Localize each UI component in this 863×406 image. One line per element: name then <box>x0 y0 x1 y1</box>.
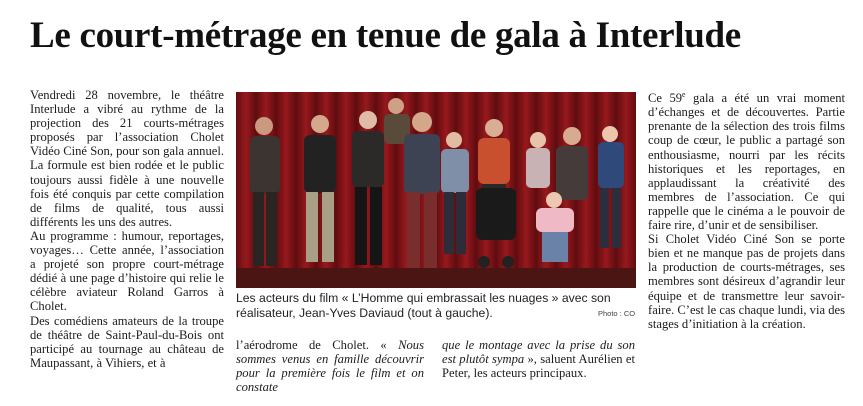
paragraph-programme: Au programme : humour, reportages, voyages… Cette année, l’association a projeté son propre court-métrage dédié à une page d’histoire qui relie le célèbre aviateur Roland Garros à Cholet. <box>30 228 224 314</box>
paragraph-aerodrome <box>236 338 424 394</box>
article-column-2 <box>236 338 424 394</box>
gala-text: gala a été un vrai moment d’échanges et de découvertes. Partie prenante de la sélection des trois films coup de cœur, le public a partagé son enthousiasme, nourri par les récits historiques et les reportages, en applaudissant la créativité des membres de l’association. Ce qui rappelle que le cinéma a le pouvoir de faire rire, d’unir et de sensibiliser. <box>648 91 845 233</box>
paragraph-quote-end <box>442 338 635 380</box>
paragraph-aerodrome-start: l’aérodrome de Cholet. « <box>236 338 399 352</box>
paragraph-gala <box>648 88 845 232</box>
article-column-4 <box>648 88 845 331</box>
paragraph-comedians: Des comédiens amateurs de la troupe de théâtre de Saint-Paul-du-Bois ont participé au tournage au château de Maupassant, à Vihiers, et à <box>30 313 224 370</box>
quote-attribution: », saluent Aurélien et Peter, les acteurs principaux. <box>442 352 635 381</box>
ordinal-suffix: e <box>682 90 686 99</box>
gala-number: Ce 59 <box>648 91 683 106</box>
article-headline: Le court-métrage en tenue de gala à Interlude <box>30 15 741 56</box>
group-photo-illustration <box>236 92 636 288</box>
paragraph-intro: Vendredi 28 novembre, le théâtre Interlude a vibré au rythme de la projection des 21 courts-métrages proposés par l’association Cholet Vidéo Ciné Son, pour son gala annuel. La formule est bien rodée et le public toujours aussi fidèle à une nouvelle fois été conquis par cette compilation de films de qualité, tous aussi différents les uns des autres. <box>30 88 224 229</box>
photo-credit: Photo : CO <box>598 309 636 318</box>
quote-part-1: Nous sommes venus en famille découvrir pour la première fois le film et on constate <box>236 338 424 395</box>
quote-part-2: que le montage avec la prise du son est plutôt sympa <box>442 338 635 367</box>
photo-caption: Les acteurs du film « L’Homme qui embrassait les nuages » avec son réalisateur, Jean-Yves Daviaud (tout à gauche). <box>236 291 611 320</box>
article-column-1 <box>30 88 224 370</box>
paragraph-association: Si Cholet Vidéo Ciné Son se porte bien et ne manque pas de projets dans la production de courts-métrages, ses membres sont désireux d’agrandir leur équipe et de transmettre leur savoir-faire. C’est le cas chaque lundi, via des stages d’initiation à la création. <box>648 232 845 331</box>
article-photo <box>236 92 636 288</box>
article-column-3 <box>442 338 635 380</box>
